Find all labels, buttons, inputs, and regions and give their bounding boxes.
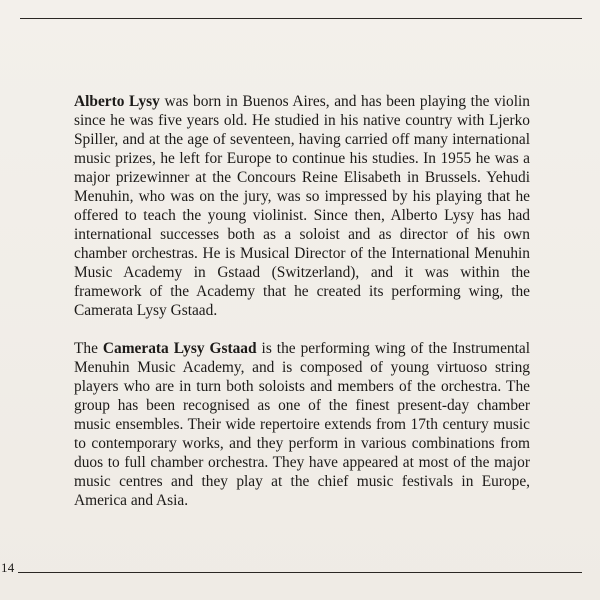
page-footer [0, 559, 600, 579]
paragraph-prefix: The [74, 340, 103, 357]
bottom-rule [18, 572, 582, 573]
page-number: 14 [1, 560, 15, 575]
paragraph-alberto-lysy [74, 92, 530, 320]
paragraph-body: was born in Buenos Aires, and has been playing the violin since he was five years old. He studied in his native country with Ljerko Spiller, and at the age of seventeen, having carried off many international music prizes, he left for Europe to continue his studies. In 1955 he was a major prizewinner at the Concours Reine Elisabeth in Brussels. Yehudi Menuhin, who was on the jury, was so impressed by his playing that he offered to teach the young violinist. Since then, Alberto Lysy has had international successes both as a soloist and as director of his own chamber orchestras. He is Musical Director of the International Menuhin Music Academy in Gstaad (Switzerland), and it was within the framework of the Academy that he created its performing wing, the Camerata Lysy Gstaad. [74, 93, 531, 319]
paragraph-camerata [74, 339, 530, 510]
top-rule [20, 18, 582, 19]
paragraph-lead-name: Alberto Lysy [74, 93, 160, 110]
biography-text [74, 92, 530, 510]
paragraph-body: is the performing wing of the Instrumental Menuhin Music Academy, and is composed of young virtuoso string players who are in turn both soloists and members of the orchestra. The group has been recognised as one of the finest present-day chamber music ensembles. Their wide repertoire extends from 17th century music to contemporary works, and they perform in various combinations from duos to full chamber orchestra. They have appeared at most of the major music centres and they play at the chief music festivals in Europe, America and Asia. [74, 340, 530, 509]
paragraph-lead-name: Camerata Lysy Gstaad [102, 340, 257, 357]
